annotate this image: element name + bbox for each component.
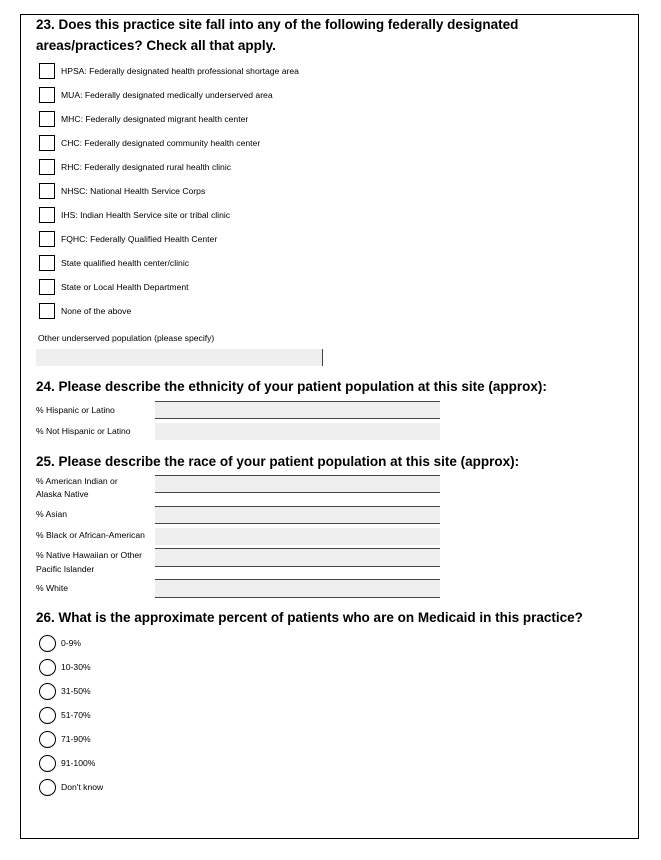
radio-label: 31-50% [61, 686, 91, 696]
checkbox-label: State qualified health center/clinic [61, 258, 190, 268]
radio-label: 91-100% [61, 758, 96, 768]
radio-label: 0-9% [61, 638, 82, 648]
checkbox-label: FQHC: Federally Qualified Health Center [61, 234, 218, 244]
black-african-american-input[interactable] [155, 528, 440, 545]
checkbox-label: IHS: Indian Health Service site or tribal clinic [61, 210, 231, 220]
radio-51-70[interactable] [39, 707, 56, 724]
checkbox-label: None of the above [61, 306, 132, 316]
question-25-title: 25. Please describe the race of your patient population at this site (approx): [36, 454, 520, 469]
checkbox-label: State or Local Health Department [61, 282, 189, 292]
radio-71-90[interactable] [39, 731, 56, 748]
radio-10-30[interactable] [39, 659, 56, 676]
field-label: % Native Hawaiian or Other [36, 550, 143, 560]
checkbox-label: HPSA: Federally designated health professional shortage area [61, 66, 299, 76]
native-hawaiian-input[interactable] [155, 548, 440, 567]
american-indian-input[interactable] [155, 475, 440, 493]
radio-31-50[interactable] [39, 683, 56, 700]
radio-91-100[interactable] [39, 755, 56, 772]
question-23-title: 23. Does this practice site fall into any of the following federally designated [36, 17, 519, 32]
field-label: Pacific Islander [36, 564, 95, 574]
white-input[interactable] [155, 579, 440, 598]
checkbox-label: CHC: Federally designated community health center [61, 138, 261, 148]
field-label: % Black or African-American [36, 530, 145, 540]
checkbox-mua[interactable] [39, 87, 55, 103]
field-label: % Hispanic or Latino [36, 405, 115, 415]
field-label: % American Indian or [36, 476, 118, 486]
not-hispanic-latino-input[interactable] [155, 423, 440, 440]
checkbox-label: MUA: Federally designated medically underserved area [61, 90, 273, 100]
checkbox-label: MHC: Federally designated migrant health center [61, 114, 249, 124]
field-label: % White [36, 583, 68, 593]
question-23-title-cont: areas/practices? Check all that apply. [36, 38, 276, 53]
checkbox-fqhc[interactable] [39, 231, 55, 247]
question-26-title: 26. What is the approximate percent of patients who are on Medicaid in this practice? [36, 610, 583, 625]
radio-label: 51-70% [61, 710, 91, 720]
checkbox-mhc[interactable] [39, 111, 55, 127]
question-24-title: 24. Please describe the ethnicity of your patient population at this site (approx): [36, 379, 547, 394]
checkbox-health-department[interactable] [39, 279, 55, 295]
checkbox-hpsa[interactable] [39, 63, 55, 79]
other-population-input[interactable] [36, 349, 323, 366]
other-population-label: Other underserved population (please specify) [38, 333, 215, 343]
field-label: Alaska Native [36, 489, 89, 499]
checkbox-state-qualified[interactable] [39, 255, 55, 271]
asian-input[interactable] [155, 506, 440, 524]
field-label: % Asian [36, 509, 68, 519]
checkbox-chc[interactable] [39, 135, 55, 151]
checkbox-label: RHC: Federally designated rural health clinic [61, 162, 232, 172]
checkbox-label: NHSC: National Health Service Corps [61, 186, 206, 196]
radio-0-9[interactable] [39, 635, 56, 652]
radio-label: 10-30% [61, 662, 91, 672]
radio-label: Don't know [61, 782, 104, 792]
checkbox-rhc[interactable] [39, 159, 55, 175]
hispanic-latino-input[interactable] [155, 401, 440, 419]
field-label: % Not Hispanic or Latino [36, 426, 131, 436]
radio-dont-know[interactable] [39, 779, 56, 796]
checkbox-none[interactable] [39, 303, 55, 319]
radio-label: 71-90% [61, 734, 91, 744]
checkbox-ihs[interactable] [39, 207, 55, 223]
checkbox-nhsc[interactable] [39, 183, 55, 199]
